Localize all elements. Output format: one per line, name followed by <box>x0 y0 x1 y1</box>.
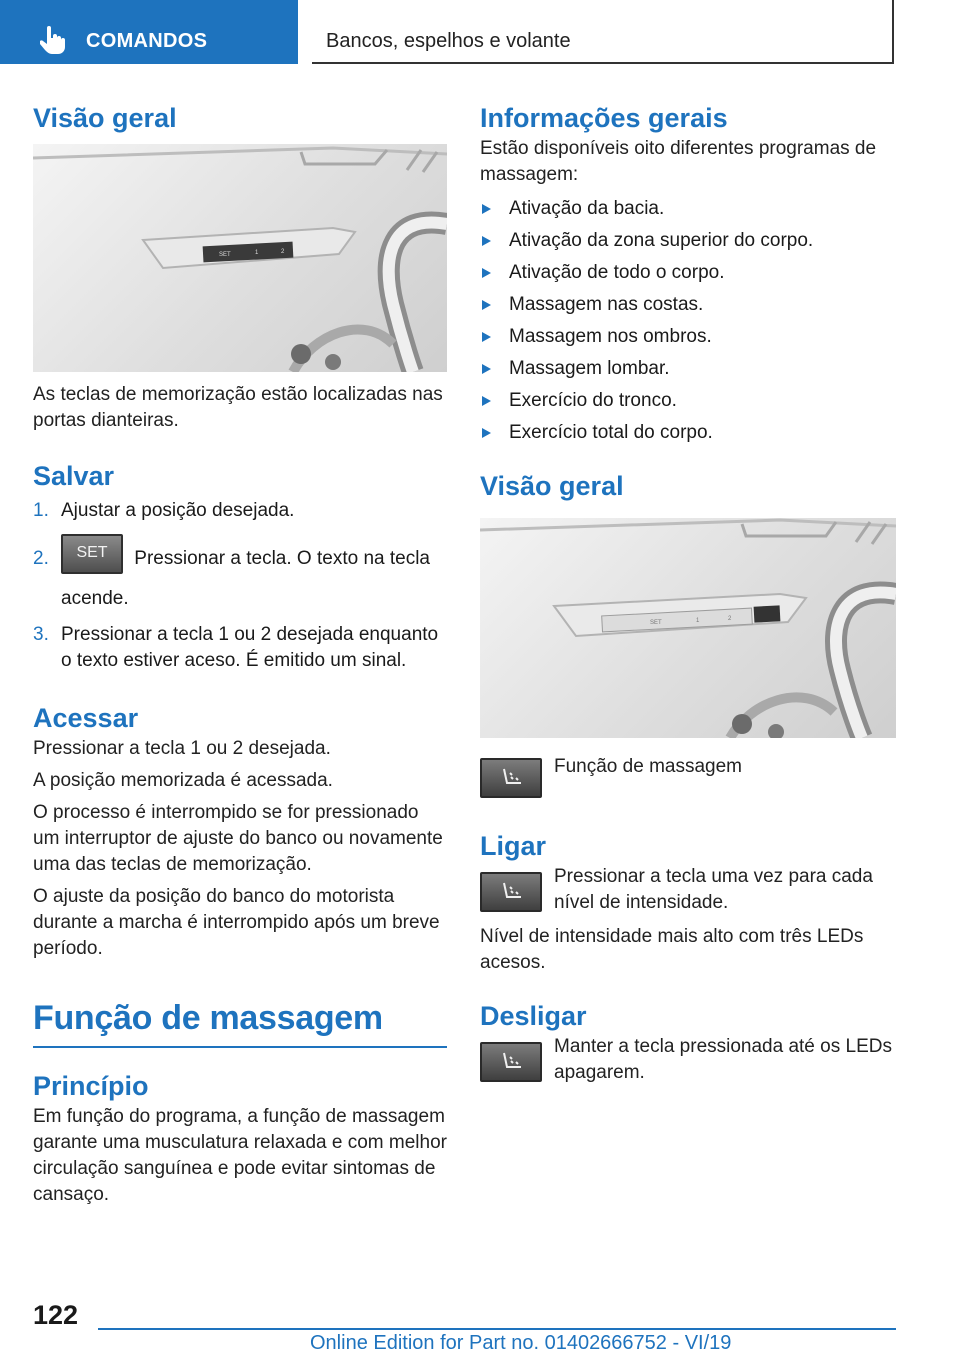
hand-pointer-icon <box>40 26 66 54</box>
section-title: Bancos, espelhos e volante <box>326 30 571 52</box>
access-paragraph: Pressionar a tecla 1 ou 2 desejada. <box>33 738 331 759</box>
principle-heading: Princípio <box>33 1071 149 1101</box>
chapter-tab[interactable] <box>0 0 298 64</box>
door-panel-illustration <box>480 518 896 738</box>
step-number: 2. <box>33 548 49 569</box>
memory-buttons-photo <box>33 144 447 372</box>
triangle-bullet-icon <box>482 428 491 438</box>
access-heading: Acessar <box>33 703 139 733</box>
section-title-box <box>312 0 894 64</box>
info-text: Estão disponíveis oito diferentes programas de massagem: <box>480 138 877 185</box>
step-number: 3. <box>33 624 49 645</box>
on-note: Nível de intensidade mais alto com três LEDs acesos. <box>480 926 864 973</box>
list-item <box>480 292 896 324</box>
triangle-bullet-icon <box>482 268 491 278</box>
step-text: Ajustar a posição desejada. <box>61 500 295 521</box>
list-item <box>480 196 896 228</box>
section-rule <box>33 1046 447 1048</box>
principle-text: Em função do programa, a função de massagem garante uma musculatura relaxada e com melhor circulação sanguínea e pode evitar sintomas de cansaço. <box>33 1106 447 1205</box>
save-heading: Salvar <box>33 461 115 491</box>
list-item <box>480 388 896 420</box>
list-item <box>480 324 896 356</box>
massage-key-icon <box>480 1042 542 1082</box>
access-paragraph: O ajuste da posição do banco do motorista durante a marcha é interrompido após um breve período. <box>33 886 440 959</box>
photo-key-2: 2 <box>728 616 732 622</box>
massage-icon-row <box>480 758 896 808</box>
seat-massage-icon <box>499 767 525 791</box>
program-label: Exercício total do corpo. <box>509 422 713 443</box>
list-item <box>480 260 896 292</box>
program-label: Massagem nas costas. <box>509 294 704 315</box>
list-item <box>480 228 896 260</box>
triangle-bullet-icon <box>482 396 491 406</box>
access-paragraph: O processo é interrompido se for pressionado um interruptor de ajuste do banco ou novamente uma das teclas de memorização. <box>33 802 443 875</box>
massage-key-icon <box>480 872 542 912</box>
program-label: Massagem lombar. <box>509 358 670 379</box>
step-text: Pressionar a tecla 1 ou 2 desejada enquanto o texto estiver aceso. É emitido um sinal. <box>61 624 439 671</box>
triangle-bullet-icon <box>482 204 491 214</box>
step-text: Pressionar a tecla. O texto na tecla acende. <box>61 548 430 609</box>
door-panel-illustration <box>33 144 447 372</box>
overview-heading: Visão geral <box>33 103 177 133</box>
program-label: Massagem nos ombros. <box>509 326 712 347</box>
list-item <box>33 622 447 674</box>
triangle-bullet-icon <box>482 332 491 342</box>
massage-heading: Função de massagem <box>33 999 383 1037</box>
off-heading: Desligar <box>480 1001 587 1031</box>
photo-key-2: 2 <box>281 249 285 255</box>
left-column <box>33 100 447 1208</box>
access-paragraph: A posição memorizada é acessada. <box>33 770 333 791</box>
triangle-bullet-icon <box>482 300 491 310</box>
edition-text: Online Edition for Part no. 01402666752 - VI/19 <box>310 1332 732 1354</box>
off-text: Manter a tecla pressionada até os LEDs apagarem. <box>554 1036 892 1083</box>
set-key-icon: SET <box>61 534 123 574</box>
list-item <box>480 356 896 388</box>
triangle-bullet-icon <box>482 236 491 246</box>
page-number: 122 <box>33 1300 79 1330</box>
seat-massage-icon <box>499 881 525 905</box>
save-steps <box>33 498 447 674</box>
on-heading: Ligar <box>480 831 547 861</box>
right-column <box>480 100 896 1094</box>
info-heading: Informações gerais <box>480 103 728 133</box>
step-number: 1. <box>33 500 49 521</box>
program-label: Exercício do tronco. <box>509 390 677 411</box>
seat-massage-icon <box>499 1051 525 1075</box>
list-item <box>480 420 896 452</box>
massage-button-photo <box>480 518 896 738</box>
massage-icon-label: Função de massagem <box>554 756 742 777</box>
program-label: Ativação da zona superior do corpo. <box>509 230 814 251</box>
overview-heading-right: Visão geral <box>480 471 624 501</box>
photo-key-1: 1 <box>696 618 700 624</box>
triangle-bullet-icon <box>482 364 491 374</box>
on-text: Pressionar a tecla uma vez para cada nível de intensidade. <box>554 866 873 913</box>
on-row <box>480 866 896 924</box>
overview-caption: As teclas de memorização estão localizadas nas portas dianteiras. <box>33 384 443 431</box>
photo-key-1: 1 <box>255 250 259 256</box>
list-item <box>33 498 447 524</box>
massage-key-icon <box>480 758 542 798</box>
program-label: Ativação de todo o corpo. <box>509 262 725 283</box>
photo-key-set: SET <box>650 620 662 626</box>
chapter-label: COMANDOS <box>86 30 208 52</box>
massage-programs-list <box>480 196 896 452</box>
off-row <box>480 1036 896 1094</box>
list-item <box>33 534 447 609</box>
program-label: Ativação da bacia. <box>509 198 665 219</box>
footer-rule <box>98 1328 896 1330</box>
photo-key-set: SET <box>219 252 231 258</box>
